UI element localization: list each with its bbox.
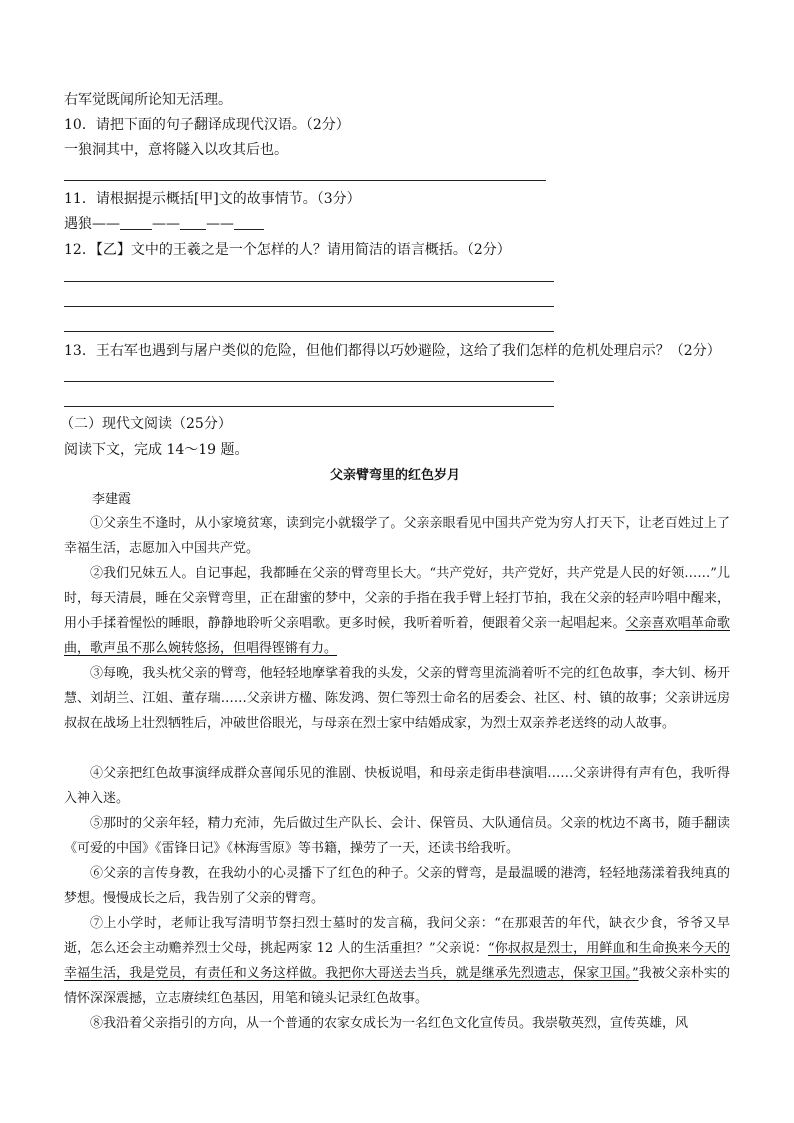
paragraph-7-ending: 我被父亲朴实的情怀深深震撼，立志赓续红色基因，用笔和镜头记录红色故事。 <box>64 966 730 1006</box>
article-paragraph-1: ①父亲生不逢时，从小家境贫寒，读到完小就辍学了。父亲亲眼看见中国共产党为穷人打天下，让老百姓过上了幸福生活，志愿加入中国共产党。 <box>64 516 730 556</box>
plot-start-label: 遇狼 <box>64 216 92 232</box>
plot-blank-3[interactable] <box>234 229 264 230</box>
answer-line[interactable] <box>64 306 554 307</box>
article-paragraph-2 <box>64 561 730 661</box>
paragraph-2-text: ②我们兄妹五人。自记事起，我都睡在父亲的臂弯里长大。“共产党好，共产党好，共产党是人民的好领……”儿时，每天清晨，睡在父亲臂弯里，正在甜蜜的梦中，父亲的手指在我手臂上轻打节拍，我在父亲的轻声吟唱中醒来，用小手揉着惺忪的睡眼，静静地聆听父亲唱歌。更多时候，我听着听着，便跟着父亲一起唱起来。 <box>64 566 730 631</box>
dash-separator: —— <box>206 216 234 232</box>
answer-line[interactable] <box>64 406 554 407</box>
question-11-plot-prompt <box>64 214 264 234</box>
paragraph-7-text: ⑦上小学时，老师让我写清明节祭扫烈士墓时的发言稿，我问父亲：“在那艰苦的年代，缺衣少食，爷爷又早逝，怎么还会主动赡养烈士父母，挑起两家 12 人的生活重担？”父亲说： <box>64 916 730 956</box>
underlined-quote: “你叔叔是烈士，用鲜血和生命换来今天的幸福生活，我是党员，有责任和义务这样做。我把你大哥送去当兵，就是继承先烈遗志，保家卫国。” <box>64 941 731 981</box>
answer-line[interactable] <box>64 331 554 332</box>
plot-blank-1[interactable] <box>120 229 152 230</box>
dash-separator: —— <box>152 216 180 232</box>
article-paragraph-8: ⑧我沿着父亲指引的方向，从一个普通的农家女成长为一名红色文化宣传员。我崇敬英烈，宣传英雄，风 <box>90 1016 689 1031</box>
answer-line[interactable] <box>64 381 554 382</box>
article-author: 李建霞 <box>92 492 132 507</box>
question-10-sentence: 一狼洞其中，意将隧入以攻其后也。 <box>64 142 288 158</box>
article-paragraph-6: ⑥父亲的言传身教，在我幼小的心灵播下了红色的种子。父亲的臂弯，是最温暖的港湾，轻轻地荡漾着我纯真的梦想。慢慢成长之后，我告别了父亲的臂弯。 <box>64 866 730 906</box>
section-instruction: 阅读下文，完成 14～19 题。 <box>64 442 249 458</box>
answer-line[interactable] <box>64 180 546 181</box>
article-title: 父亲臂弯里的红色岁月 <box>330 468 461 483</box>
question-12: 12．【乙】文中的王羲之是一个怎样的人？请用简洁的语言概括。（2分） <box>64 242 511 258</box>
passage-last-line: 右军觉既闻所论知无活理。 <box>64 92 232 108</box>
section-heading: （二）现代文阅读（25分） <box>60 416 232 432</box>
article-paragraph-5: ⑤那时的父亲年轻，精力充沛，先后做过生产队长、会计、保管员、大队通信员。父亲的枕边不离书，随手翻读《可爱的中国》《雷锋日记》《林海雪原》等书籍，操劳了一天，还读书给我听。 <box>64 816 730 856</box>
question-13: 13．王右军也遇到与屠户类似的危险，但他们都得以巧妙避险，这给了我们怎样的危机处理启示？（2分） <box>64 343 721 359</box>
plot-blank-2[interactable] <box>180 229 206 230</box>
article-paragraph-3: ③每晚，我头枕父亲的臂弯，他轻轻地摩挲着我的头发，父亲的臂弯里流淌着听不完的红色故事，李大钊、杨开慧、刘胡兰、江姐、董存瑞……父亲讲方楹、陈发鸿、贺仁等烈士命名的居委会、社区、村、镇的故事；父亲讲远房叔叔在战场上壮烈牺牲后，冲破世俗眼光，与母亲在烈士家中结婚成家，为烈士双亲养老送终的动人故事。 <box>64 666 730 731</box>
article-paragraph-4: ④父亲把红色故事演绎成群众喜闻乐见的淮剧、快板说唱，和母亲走街串巷演唱……父亲讲得有声有色，我听得入神入迷。 <box>64 766 730 806</box>
article-paragraph-7 <box>64 911 730 1011</box>
answer-line[interactable] <box>64 281 554 282</box>
question-10: 10．请把下面的句子翻译成现代汉语。（2分） <box>64 117 350 133</box>
dash-separator: —— <box>92 216 120 232</box>
underlined-sentence: 父亲喜欢唱革命歌曲，歌声虽不那么婉转悠扬，但唱得铿锵有力。 <box>64 616 730 656</box>
question-11: 11．请根据提示概括[甲]文的故事情节。（3分） <box>64 191 361 207</box>
